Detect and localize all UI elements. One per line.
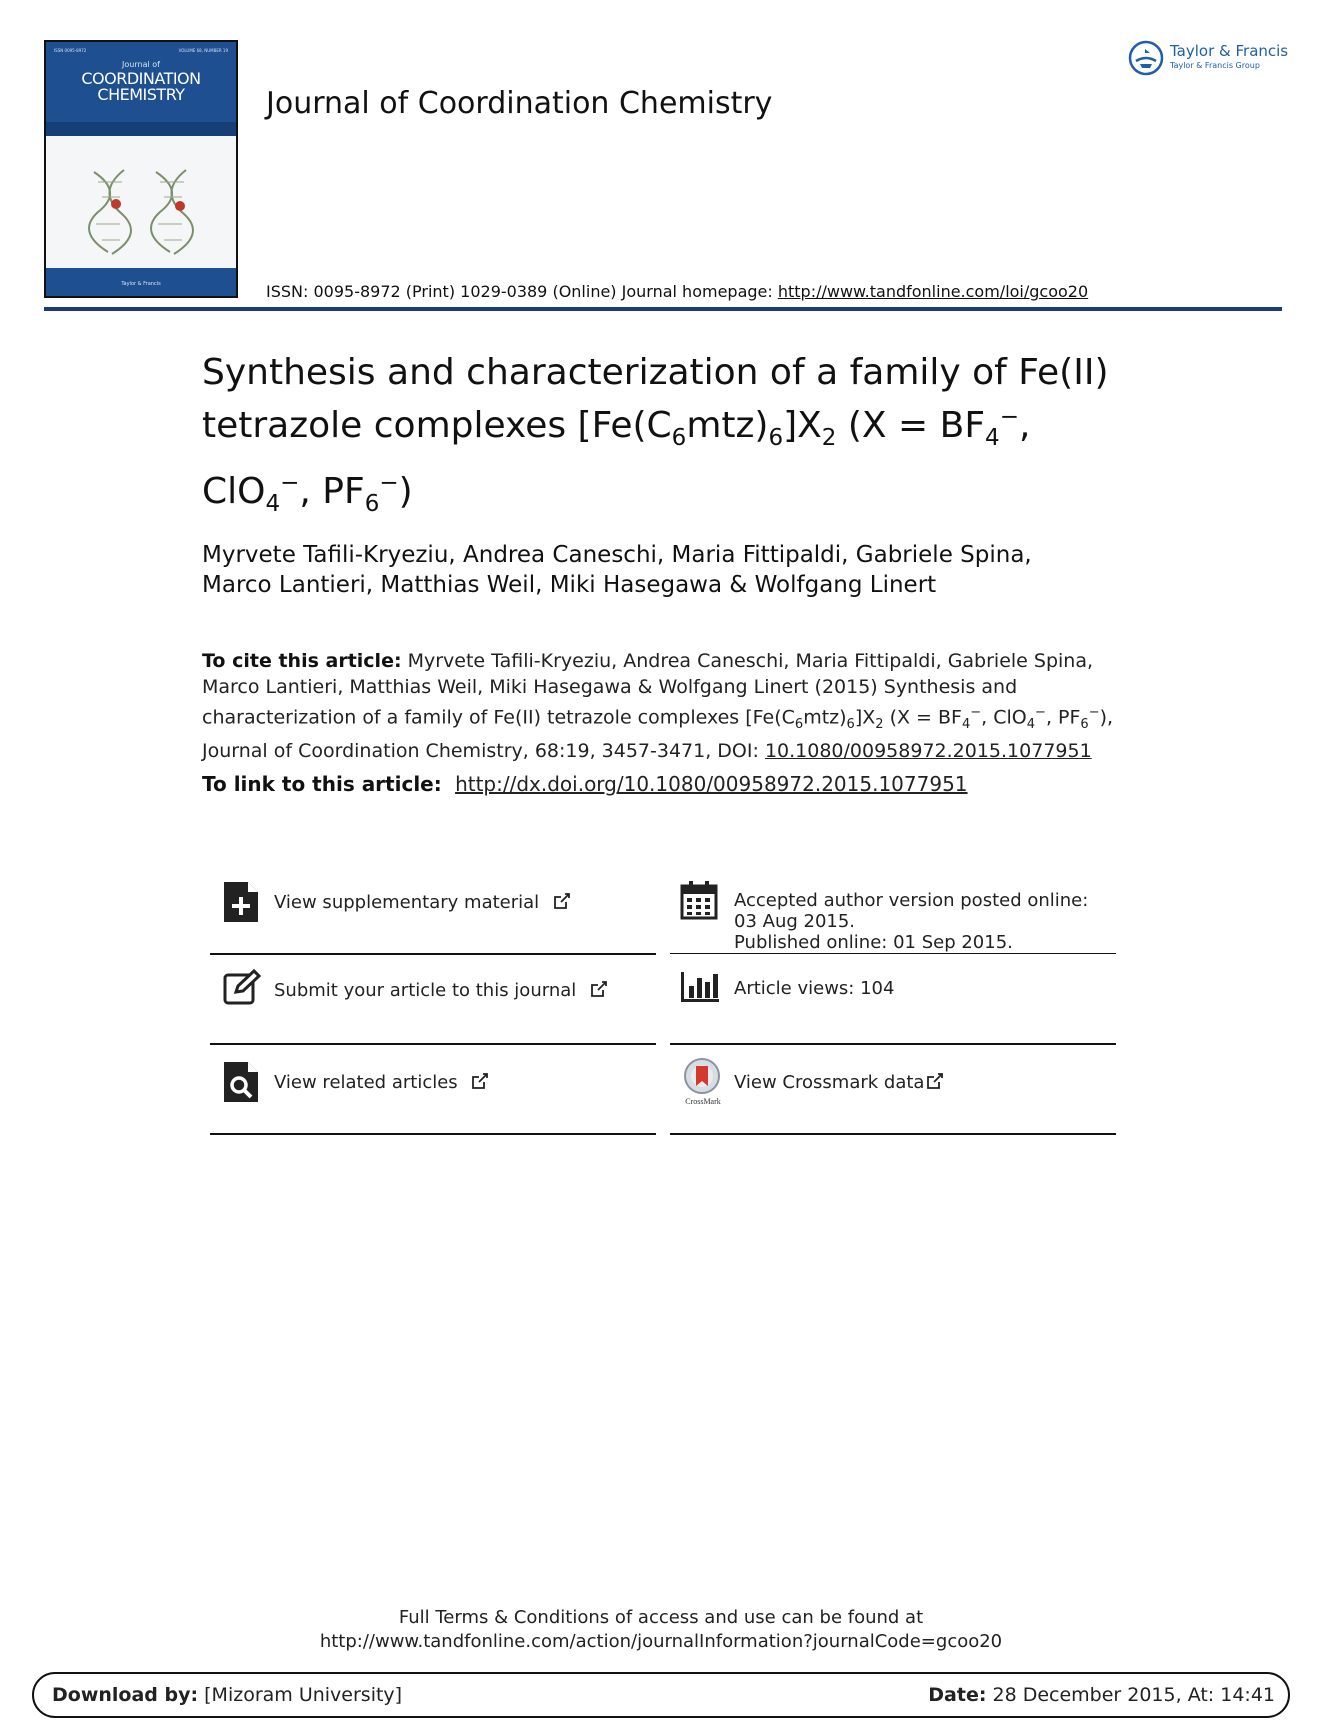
issn-text: ISSN: 0095-8972 (Print) 1029-0389 (Online) Journal homepage: xyxy=(266,282,778,301)
crossmark-logo-text: CrossMark xyxy=(685,1097,721,1106)
crossmark-label: View Crossmark data xyxy=(734,1072,925,1093)
doi-link[interactable]: 10.1080/00958972.2015.1077951 xyxy=(764,740,1092,763)
cover-volume: VOLUME 68, NUMBER 19 xyxy=(178,48,228,53)
journal-name: Journal of Coordination Chemistry xyxy=(266,86,773,121)
cover-molecule-illustration xyxy=(46,152,238,262)
external-link-icon xyxy=(553,892,571,910)
download-by: Download by: [Mizoram University] xyxy=(52,1684,403,1706)
journal-homepage-link[interactable]: http://www.tandfonline.com/loi/gcoo20 xyxy=(777,282,1089,301)
article-views: Article views: 104 xyxy=(734,978,895,999)
title-line2: tetrazole complexes $[Fe(C_6mtz)_6]X_2$ ($X = BF_4^-$, xyxy=(202,404,1031,452)
grid-divider xyxy=(210,1043,656,1045)
citation-label: To cite this article: xyxy=(202,650,402,672)
article-authors xyxy=(202,540,1162,600)
cover-issn: ISSN 0095-8972 xyxy=(54,48,87,53)
authors-line1: Myrvete Tafili-Kryeziu, Andrea Caneschi, Maria Fittipaldi, Gabriele Spina, xyxy=(202,542,1032,568)
search-document-icon xyxy=(222,1060,262,1104)
calendar-icon xyxy=(680,880,718,920)
cover-publisher: Taylor & Francis xyxy=(121,281,161,287)
supplementary-label: View supplementary material xyxy=(274,892,540,913)
cover-title-line2: CHEMISTRY xyxy=(97,85,185,104)
bar-chart-icon xyxy=(680,970,720,1004)
grid-divider xyxy=(670,1133,1116,1135)
issn-line xyxy=(266,282,1088,301)
terms-line1: Full Terms & Conditions of access and use can be found at xyxy=(398,1607,924,1628)
file-plus-icon xyxy=(222,880,262,924)
journal-cover-image xyxy=(44,40,238,298)
article-link-line xyxy=(202,772,968,796)
publication-dates xyxy=(734,890,1114,953)
grid-divider xyxy=(210,953,656,955)
taylor-francis-logo-icon xyxy=(1128,40,1164,76)
edit-icon xyxy=(222,968,262,1012)
grid-divider xyxy=(670,1043,1116,1045)
accepted-date: Accepted author version posted online: 03 Aug 2015. xyxy=(734,890,1089,932)
terms-notice xyxy=(0,1606,1322,1654)
external-link-icon xyxy=(926,1072,944,1090)
publisher-group: Taylor & Francis Group xyxy=(1170,61,1260,70)
external-link-icon xyxy=(471,1072,489,1090)
external-link-icon xyxy=(590,980,608,998)
cover-title xyxy=(46,71,236,103)
cover-small-title: Journal of xyxy=(122,60,160,69)
cover-title-line1: COORDINATION xyxy=(81,69,201,88)
link-label: To link to this article: xyxy=(202,772,449,796)
header-divider xyxy=(44,307,1282,311)
terms-url[interactable]: http://www.tandfonline.com/action/journalInformation?journalCode=gcoo20 xyxy=(319,1631,1003,1652)
citation-block: To cite this article: Myrvete Tafili-Kryeziu, Andrea Caneschi, Maria Fittipaldi, Gabriele Spina, Marco Lantieri, Matthias Weil, Miki Hasegawa & Wolfgang Linert (2015) Synthesis and characterization of a family of Fe(II) tetrazole complexes $[Fe(C_6mtz)_6]X_2$ ($X = BF_4^-$, ClO$_4$−, $PF_6^-$), Journal of Coordination Chemistry, 68:19, 3457-3471, DOI: 10.1080/00958972.2015.1077951 xyxy=(202,650,1114,763)
authors-line2: Marco Lantieri, Matthias Weil, Miki Hasegawa & Wolfgang Linert xyxy=(202,572,937,598)
title-line3: ClO$_4$−, $PF_6^-$) xyxy=(202,470,413,518)
publisher-name: Taylor & Francis xyxy=(1170,42,1289,60)
related-label: View related articles xyxy=(274,1072,458,1093)
submit-label: Submit your article to this journal xyxy=(274,980,577,1001)
article-url-link[interactable]: http://dx.doi.org/10.1080/00958972.2015.1077951 xyxy=(455,772,968,796)
published-date: Published online: 01 Sep 2015. xyxy=(734,932,1013,953)
grid-divider xyxy=(210,1133,656,1135)
download-date: Date: 28 December 2015, At: 14:41 xyxy=(928,1684,1275,1706)
title-line1: Synthesis and characterization of a family of Fe(II) xyxy=(202,352,1109,393)
article-title xyxy=(202,350,1162,527)
grid-divider xyxy=(670,953,1116,954)
